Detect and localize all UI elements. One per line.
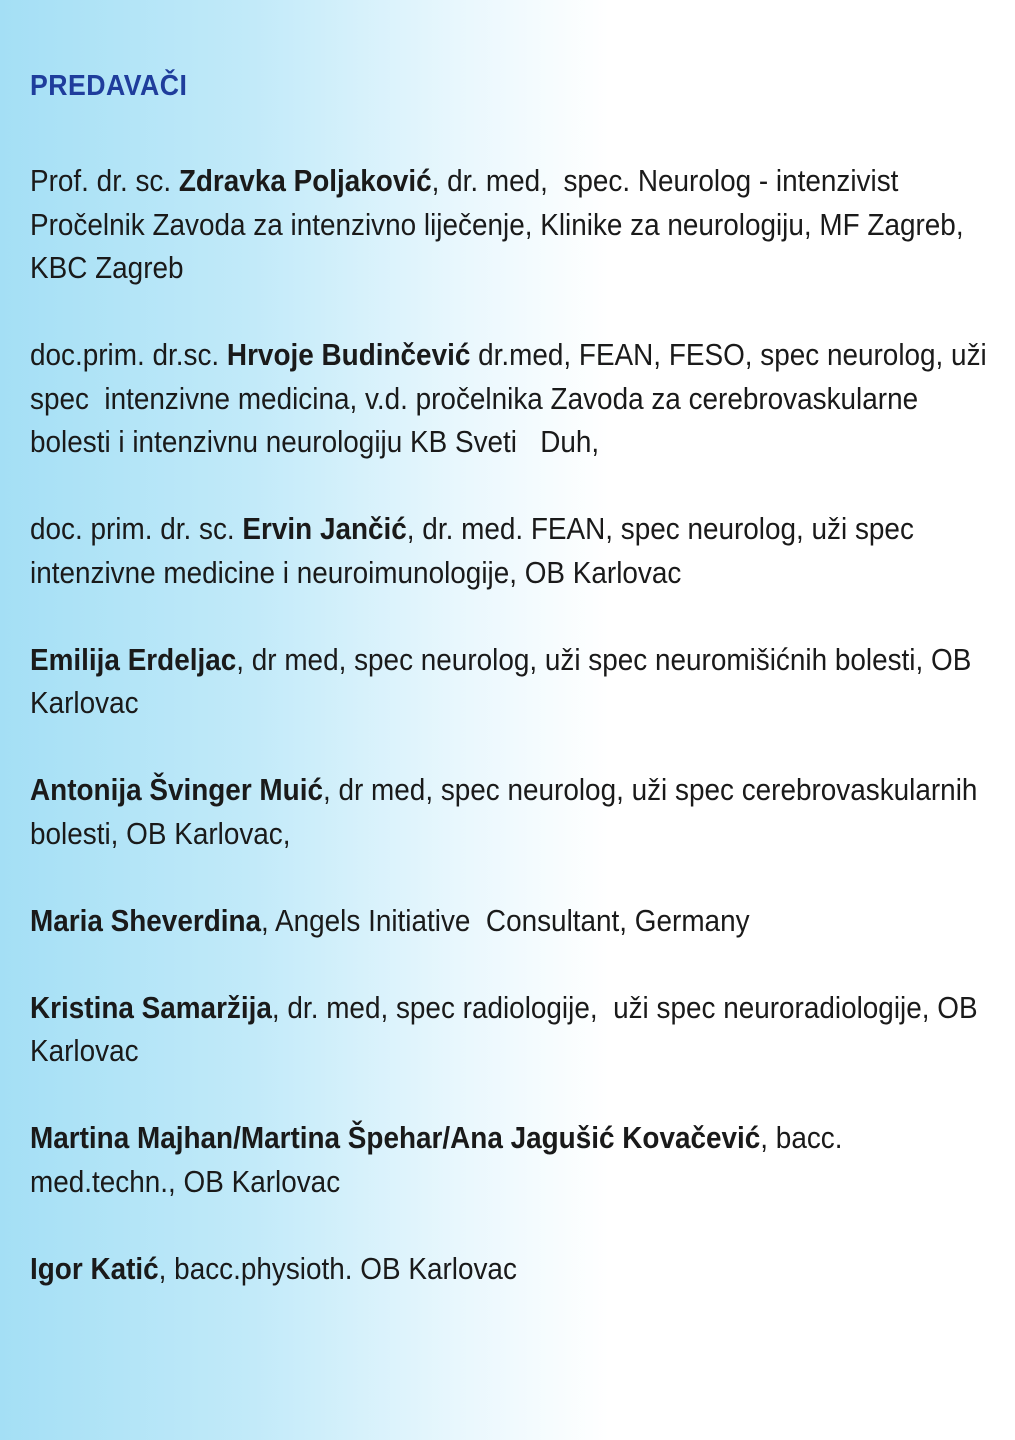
lecturer-title: doc.prim. dr.sc. <box>30 337 227 372</box>
lecturer-name: Zdravka Poljaković <box>178 163 432 198</box>
lecturer-name: Emilija Erdeljac <box>30 641 237 677</box>
lecturer-description: , bacc. med.techn., OB Karlovac <box>30 1120 851 1199</box>
lecturer-entry-svinger-muic <box>30 768 989 855</box>
lecturer-name: Igor Katić <box>30 1250 159 1286</box>
lecturer-entry-jancic <box>30 507 989 594</box>
lecturer-entry-sheverdina <box>30 899 989 943</box>
lecturer-entry-katic <box>30 1247 989 1291</box>
lecturer-entry-nurses <box>30 1116 989 1203</box>
lecturer-description: , dr med, spec neurolog, uži spec neuromišićnih bolesti, OB Karlovac <box>30 641 980 720</box>
lecturer-description: , dr. med, spec radiologije, uži spec neuroradiologije, OB Karlovac <box>30 989 986 1068</box>
lecturer-list <box>30 159 995 1290</box>
lecturer-entry-poljakovic <box>30 159 989 290</box>
lecturer-title: doc. prim. dr. sc. <box>30 511 243 546</box>
lecturer-description: , dr. med, spec. Neurolog - intenzivist Pročelnik Zavoda za intenzivno liječenje, Klinike za neurologiju, MF Zagreb, KBC Zagreb <box>30 163 972 285</box>
lecturer-name: Kristina Samaržija <box>30 989 272 1025</box>
lecturer-name: Hrvoje Budinčević <box>226 337 471 372</box>
lecturer-description: , bacc.physioth. OB Karlovac <box>158 1250 517 1286</box>
lecturer-description: , dr med, spec neurolog, uži spec cerebrovaskularnih bolesti, OB Karlovac, <box>30 772 986 851</box>
lecturer-entry-erdeljac <box>30 638 989 725</box>
lecturers-page <box>30 62 995 1334</box>
lecturer-entry-budincevic <box>30 333 995 464</box>
lecturer-entry-samarzija <box>30 986 989 1073</box>
lecturer-description: dr.med, FEAN, FESO, spec neurolog, uži spec intenzivne medicina, v.d. pročelnika Zavoda za cerebrovaskularne bolesti i intenzivnu neurologiju KB Sveti Duh, <box>30 337 995 459</box>
lecturer-title: Prof. dr. sc. <box>30 163 179 198</box>
lecturer-name: Martina Majhan/Martina Špehar/Ana Jagušić Kovačević <box>30 1120 761 1155</box>
lecturer-name: Ervin Jančić <box>242 511 407 546</box>
page-title: PREDAVAČI <box>30 70 188 102</box>
lecturer-name: Maria Sheverdina <box>30 902 262 938</box>
lecturer-description: , dr. med. FEAN, spec neurolog, uži spec intenzivne medicine i neuroimunologije, OB Karlovac <box>30 511 922 590</box>
lecturer-name: Antonija Švinger Muić <box>30 772 323 807</box>
lecturer-description: , Angels Initiative Consultant, Germany <box>261 902 750 938</box>
